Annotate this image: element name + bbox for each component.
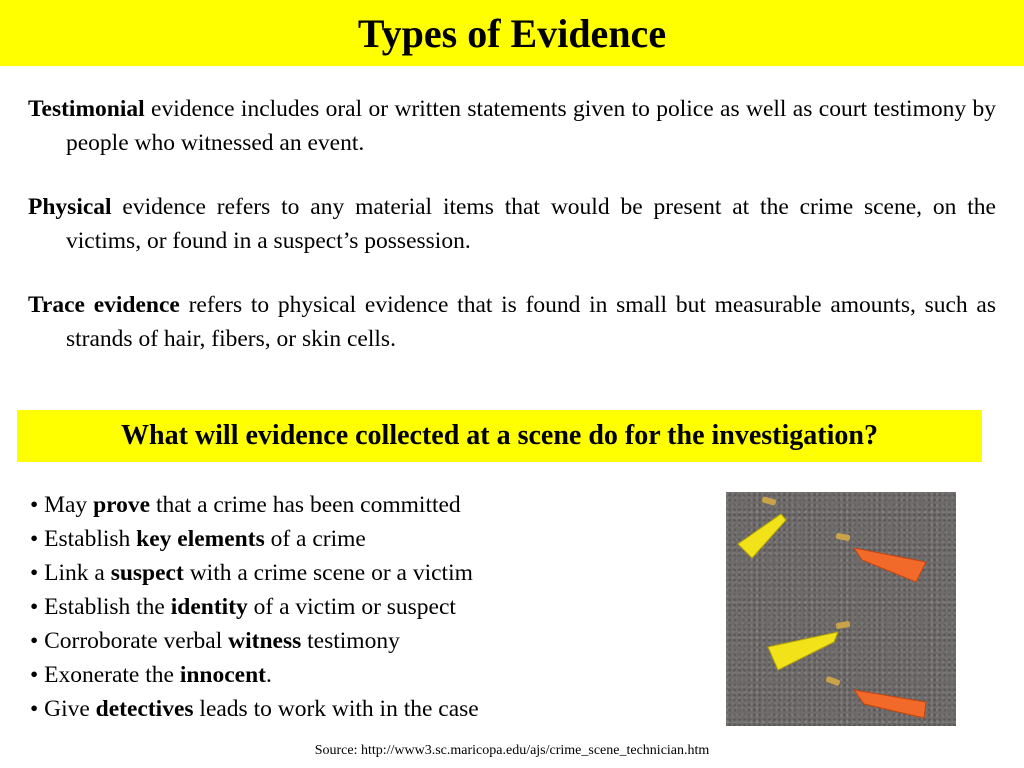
question-banner <box>17 410 982 462</box>
shell-casing <box>836 621 851 629</box>
definition-text: refers to physical evidence that is found in small but measurable amounts, such as strands of hair, fibers, or skin cells. <box>66 292 996 352</box>
bullet-text: leads to work with in the case <box>193 696 479 722</box>
bullet-keyword: key elements <box>136 526 265 552</box>
bullet-text: testimony <box>301 628 400 654</box>
list-item <box>30 488 710 522</box>
bullet-marker: • <box>30 662 39 688</box>
bullet-marker: • <box>30 628 39 654</box>
definition-testimonial <box>28 92 996 160</box>
question-heading: What will evidence collected at a scene do for the investigation? <box>121 420 878 451</box>
list-item <box>30 522 710 556</box>
bullet-marker: • <box>30 526 39 552</box>
evidence-markers-illustration <box>726 492 956 726</box>
title-banner <box>0 0 1024 66</box>
list-item <box>30 590 710 624</box>
yellow-marker <box>738 514 786 558</box>
list-item <box>30 556 710 590</box>
definition-text: evidence refers to any material items that would be present at the crime scene, on the victims, or found in a suspect’s possession. <box>66 194 996 254</box>
bullet-marker: • <box>30 560 39 586</box>
definition-trace <box>28 288 996 356</box>
bullet-text: with a crime scene or a victim <box>183 560 473 586</box>
bullet-text: . <box>266 662 272 688</box>
shell-casing <box>825 676 840 686</box>
definitions-list <box>28 92 996 386</box>
bullet-text: Establish <box>38 526 137 552</box>
shell-casing <box>836 533 851 541</box>
bullet-text: Link a <box>38 560 111 586</box>
list-item <box>30 692 710 726</box>
bullet-text: Exonerate the <box>38 662 180 688</box>
bullet-text: Give <box>38 696 96 722</box>
orange-marker <box>854 690 926 718</box>
definition-term: Physical <box>28 194 112 220</box>
bullet-list <box>30 488 710 726</box>
bullet-text: Establish the <box>38 594 171 620</box>
bullet-text: of a victim or suspect <box>247 594 456 620</box>
source-citation: Source: http://www3.sc.maricopa.edu/ajs/crime_scene_technician.htm <box>314 743 710 758</box>
bullet-text: of a crime <box>264 526 366 552</box>
bullet-keyword: detectives <box>95 696 194 722</box>
page-title: Types of Evidence <box>357 10 667 56</box>
bullet-keyword: suspect <box>110 560 184 586</box>
bullet-keyword: prove <box>93 492 151 518</box>
definition-term: Trace evidence <box>28 292 180 318</box>
definition-physical <box>28 190 996 258</box>
bullet-keyword: identity <box>170 594 248 620</box>
crime-scene-photo <box>726 492 956 726</box>
bullet-text: May <box>38 492 94 518</box>
list-item <box>30 658 710 692</box>
bullet-text: Corroborate verbal <box>38 628 229 654</box>
bullet-marker: • <box>30 696 39 722</box>
bullet-keyword: witness <box>228 628 302 654</box>
list-item <box>30 624 710 658</box>
bullet-text: that a crime has been committed <box>150 492 461 518</box>
definition-term: Testimonial <box>28 96 145 122</box>
bullet-marker: • <box>30 594 39 620</box>
bullet-keyword: innocent <box>179 662 267 688</box>
bullet-marker: • <box>30 492 39 518</box>
yellow-marker <box>768 632 838 670</box>
definition-text: evidence includes oral or written statements given to police as well as court testimony by people who witnessed an event. <box>66 96 996 156</box>
shell-casing <box>761 496 776 505</box>
orange-marker <box>854 548 926 582</box>
